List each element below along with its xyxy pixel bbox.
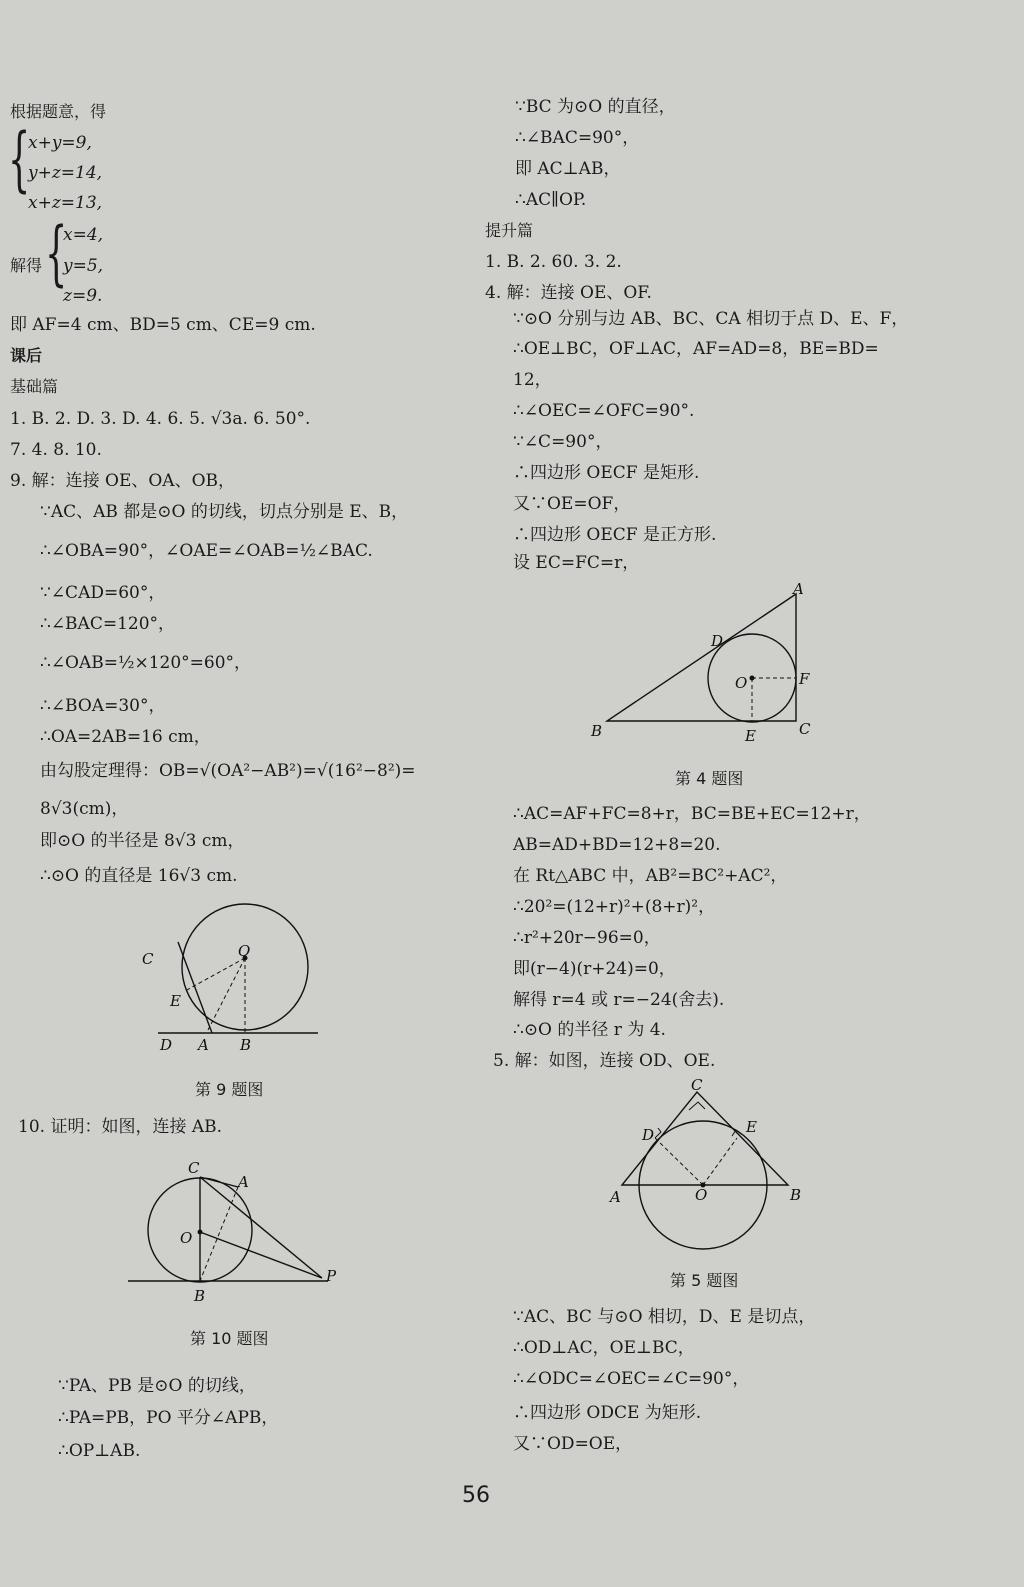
label-b: B — [194, 1287, 206, 1305]
text-line: ∴∠OAB=½×120°=60°， — [40, 653, 252, 673]
text-line: ∵BC 为⊙O 的直径， — [515, 97, 676, 117]
answer-line: 1. B. 2. D. 3. D. 4. 6. 5. √3a. 6. 50°. — [10, 409, 311, 429]
label-b: B — [591, 722, 603, 740]
text-line: 4. 解：连接 OE、OF. — [485, 283, 652, 303]
text-line: ∴四边形 OECF 是正方形. — [513, 525, 717, 545]
text-line: ∴∠BOA=30°， — [40, 696, 166, 716]
text-line: ∴∠BAC=120°， — [40, 614, 176, 634]
equation-line: y=5, — [63, 256, 104, 276]
text-line: ∴AC=AF+FC=8+r，BC=BE+EC=12+r， — [513, 804, 871, 824]
label-a: A — [610, 1188, 621, 1206]
text-line: ∴OA=2AB=16 cm， — [40, 727, 211, 747]
label-o: O — [735, 674, 748, 692]
figure-caption: 第 9 题图 — [195, 1080, 264, 1099]
label-d: D — [711, 632, 724, 650]
text-line: ∴∠ODC=∠OEC=∠C=90°， — [513, 1369, 750, 1389]
text-line: 12， — [513, 370, 552, 390]
figure-10 — [128, 1155, 348, 1305]
label-o: O — [180, 1229, 193, 1247]
text-line: 10. 证明：如图，连接 AB. — [18, 1117, 223, 1137]
label-p: P — [326, 1267, 337, 1285]
figure-caption: 第 5 题图 — [670, 1271, 739, 1290]
label-f: F — [799, 670, 810, 688]
text-line: ∵∠CAD=60°， — [40, 583, 166, 603]
equation-line: x+z=13, — [28, 193, 103, 213]
label-e: E — [746, 1118, 757, 1136]
label-a: A — [238, 1173, 249, 1191]
text-line: 设 EC=FC=r， — [513, 553, 640, 573]
answer-line: 7. 4. 8. 10. — [10, 440, 102, 460]
figure-9 — [130, 900, 330, 1060]
text-line: 解得 — [10, 256, 43, 275]
label-e: E — [170, 992, 181, 1010]
text-line: ∴AC∥OP. — [515, 190, 587, 210]
text-line: ∵PA、PB 是⊙O 的切线， — [58, 1376, 256, 1396]
equation-line: x=4, — [63, 225, 104, 245]
text-line: 8√3(cm)， — [40, 799, 129, 819]
section-heading: 课后 — [10, 346, 43, 365]
text-line: ∴r²+20r−96=0， — [513, 928, 661, 948]
text-line: ∵AC、AB 都是⊙O 的切线，切点分别是 E、B， — [40, 502, 409, 522]
text-line: 又∵OD=OE， — [513, 1434, 633, 1454]
label-c: C — [799, 720, 811, 738]
subsection-heading: 基础篇 — [10, 377, 59, 396]
label-c: C — [691, 1076, 703, 1094]
figure-caption: 第 10 题图 — [190, 1329, 269, 1348]
label-c: C — [188, 1159, 200, 1177]
page-number: 56 — [462, 1483, 490, 1508]
text-line: 解得 r=4 或 r=−24(舍去). — [513, 990, 725, 1010]
label-a: A — [793, 580, 804, 598]
text-line: 9. 解：连接 OE、OA、OB， — [10, 471, 236, 491]
text-line: ∵∠C=90°， — [513, 432, 613, 452]
label-o: O — [695, 1186, 708, 1204]
text-line: AB=AD+BD=12+8=20. — [513, 835, 721, 855]
text-line: ∴20²=(12+r)²+(8+r)²， — [513, 897, 716, 917]
label-c: C — [142, 950, 154, 968]
label-d: D — [642, 1126, 655, 1144]
figure-5 — [600, 1072, 820, 1257]
text-line: ∴⊙O 的直径是 16√3 cm. — [40, 866, 238, 886]
label-e: E — [745, 727, 756, 745]
text-line: 在 Rt△ABC 中，AB²=BC²+AC²， — [513, 866, 788, 886]
label-o: O — [238, 942, 251, 960]
text-line: 即⊙O 的半径是 8√3 cm， — [40, 831, 245, 851]
text-line: ∴OD⊥AC，OE⊥BC， — [513, 1338, 695, 1358]
text-line: ∴∠BAC=90°， — [515, 128, 640, 148]
text-line: ∵AC、BC 与⊙O 相切，D、E 是切点， — [513, 1307, 816, 1327]
text-line: ∴四边形 ODCE 为矩形. — [513, 1403, 702, 1423]
equation-line: z=9. — [63, 286, 103, 306]
equation-line: x+y=9, — [28, 133, 92, 153]
label-b: B — [790, 1186, 802, 1204]
equation-line: y+z=14, — [28, 163, 103, 183]
text-line: ∴OP⊥AB. — [58, 1441, 141, 1461]
text-line: ∴四边形 OECF 是矩形. — [513, 463, 700, 483]
subsection-heading: 提升篇 — [485, 221, 534, 240]
answer-line: 1. B. 2. 60. 3. 2. — [485, 252, 622, 272]
text-line: ∴⊙O 的半径 r 为 4. — [513, 1020, 666, 1040]
text-line: 由勾股定理得：OB=√(OA²−AB²)=√(16²−8²)= — [40, 761, 416, 781]
text-line: ∴∠OEC=∠OFC=90°. — [513, 401, 695, 421]
text-line: 即 AC⊥AB， — [515, 159, 621, 179]
label-d: D — [160, 1036, 173, 1054]
text-line: ∴OE⊥BC，OF⊥AC，AF=AD=8，BE=BD= — [513, 339, 879, 359]
text-line: ∵⊙O 分别与边 AB、BC、CA 相切于点 D、E、F， — [513, 309, 909, 329]
left-brace: { — [8, 118, 31, 200]
label-b: B — [240, 1036, 252, 1054]
text-line: ∴∠OBA=90°，∠OAE=∠OAB=½∠BAC. — [40, 541, 373, 561]
text-line: 即 AF=4 cm、BD=5 cm、CE=9 cm. — [10, 315, 316, 335]
text-line: 根据题意，得 — [10, 102, 107, 121]
figure-4 — [585, 578, 825, 748]
left-brace: { — [45, 212, 68, 294]
label-a: A — [198, 1036, 209, 1054]
text-line: ∴PA=PB，PO 平分∠APB， — [58, 1408, 279, 1428]
text-line: 即(r−4)(r+24)=0， — [513, 959, 676, 979]
text-line: 又∵OE=OF， — [513, 494, 631, 514]
figure-caption: 第 4 题图 — [675, 769, 744, 788]
text-line: 5. 解：如图，连接 OD、OE. — [493, 1051, 716, 1071]
